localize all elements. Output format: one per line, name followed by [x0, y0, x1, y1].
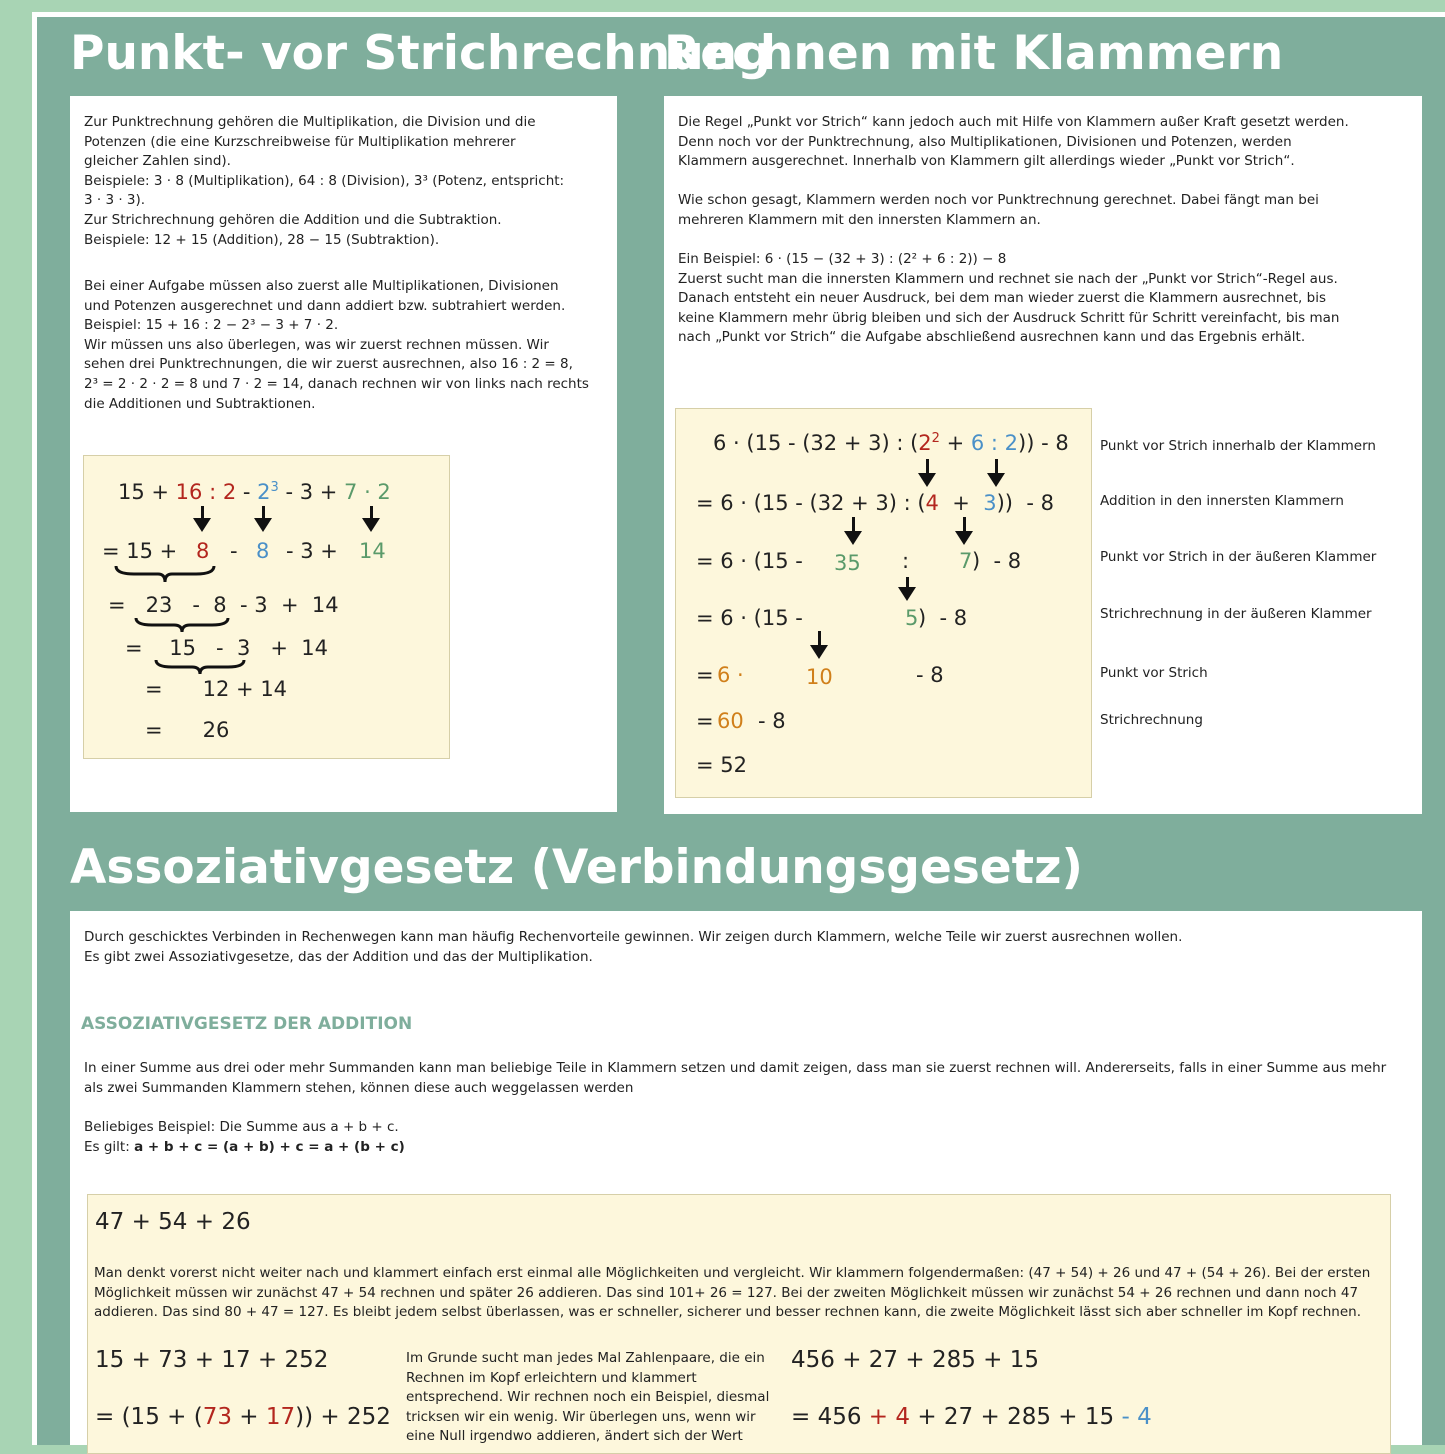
assoz-example-text: Man denkt vorerst nicht weiter nach und klammert einfach erst einmal alle Möglichkeiten und vergleicht. Wir klammern folgendermaßen: (47 + 54) + 26 und 47 + (54 + 26). Bei der ersten Möglichkeit müssen wir zunächst 47 + 54 rechnen und später 26 addieren. Das sind 101+ 26 = 127. Bei der zweiten Möglichkeit müssen wir zunächst 54 + 26 rechnen und dann noch 47 addieren. Das sind 80 + 47 = 127. Es bleibt jedem selbst überlassen, was er schneller, sicherer und besser rechnen kann, die zweite Möglichkeit lässt sich aber schneller im Kopf rechnen.: [94, 1265, 1371, 1321]
assoz-middle-text: Im Grunde sucht man jedes Mal Zahlenpaare, die ein Rechnen im Kopf erleichtern und klammert entsprechend. Wir rechnen noch ein Beispiel, diesmal tricksen wir ein wenig. Wir überlegen uns, wenn wir eine Null irgendwo addieren, ändert sich der Wert: [406, 1350, 770, 1445]
curly-brace-icon: [114, 564, 216, 584]
klammern-note-3: Punkt vor Strich in der äußeren Klammer: [1100, 549, 1377, 565]
panel-assoziativgesetz: [70, 911, 1422, 1445]
punkt-example-line-5: = 12 + 14: [145, 677, 288, 701]
klammern-value-60: 60: [717, 709, 744, 733]
title-punkt-vor-strich: Punkt- vor Strichrechnung: [70, 26, 771, 81]
klammern-note-4: Strichrechnung in der äußeren Klammer: [1100, 606, 1372, 622]
assoz-example-2-line-2: = (15 + (73 + 17)) + 252: [95, 1404, 391, 1430]
klammern-line-5-eq: =: [696, 663, 714, 687]
punkt-paragraph-1: Zur Punktrechnung gehören die Multiplikation, die Division und die Potenzen (die eine Kurzschreibweise für Multiplikation mehrerer gleicher Zahlen sind). Beispiele: 3 · 8 (Multiplikation), 64 : 8 (Division), 3³ (Potenz, entspricht: 3 · 3 · 3). Zur Strichrechnung gehören die Addition und die Subtraktion. Beispiele: 12 + 15 (Addition), 28 − 15 (Subtraktion).: [84, 114, 565, 248]
assoz-example-box: [87, 1194, 1391, 1454]
klammern-value-5: 5: [905, 606, 919, 630]
assoz-example-title: 47 + 54 + 26: [95, 1209, 251, 1235]
klammern-line-4-end: ) - 8: [918, 606, 968, 630]
title-assoziativgesetz: Assoziativgesetz (Verbindungsgesetz): [70, 840, 1083, 895]
klammern-line-5-end: - 8: [916, 663, 944, 687]
panel-rechnen-mit-klammern: [664, 96, 1422, 814]
punkt-result-14-green: 14: [359, 539, 386, 563]
klammern-example-box: [675, 408, 1092, 798]
assoz-example-3-line-1: 456 + 27 + 285 + 15: [791, 1347, 1040, 1373]
punkt-example-box: [83, 455, 450, 759]
klammern-line-3-start: = 6 · (15 -: [696, 549, 803, 573]
klammern-paragraph-2: Wie schon gesagt, Klammern werden noch vor Punktrechnung gerechnet. Dabei fängt man bei mehreren Klammern mit den innersten Klammern an.: [678, 192, 1319, 228]
punkt-example-result: = 26: [145, 718, 230, 742]
punkt-result-8-blue: 8: [256, 539, 270, 563]
klammern-note-2: Addition in den innersten Klammern: [1100, 493, 1344, 509]
curly-brace-icon: [154, 658, 246, 676]
klammern-line-6-end: - 8: [758, 709, 786, 733]
klammern-paragraph-3: Ein Beispiel: 6 · (15 − (32 + 3) : (2² + 6 : 2)) − 8 Zuerst sucht man die innersten Klammern und rechnet sie nach der „Punkt vor Strich“-Regel aus. Danach entsteht ein neuer Ausdruck, bei dem man wieder zuerst die Klammern ausrechnet, bis keine Klammern mehr übrig bleiben und sich der Ausdruck Schritt für Schritt vereinfacht, bis man nach „Punkt vor Strich“ die Aufgabe abschließend ausrechnen kann und das Ergebnis erhält.: [678, 251, 1340, 346]
assoz-paragraph-2: In einer Summe aus drei oder mehr Summanden kann man beliebige Teile in Klammern setzen und damit zeigen, dass man sie zuerst rechnen will. Andererseits, falls in einer Summe aus mehr als zwei Summanden Klammern stehen, können diese auch weggelassen werden: [84, 1060, 1387, 1096]
klammern-note-1: Punkt vor Strich innerhalb der Klammern: [1100, 438, 1376, 454]
klammern-line-6-eq: =: [696, 709, 714, 733]
punkt-minus-3-plus: - 3 +: [286, 539, 338, 563]
klammern-line-3-end: ) - 8: [972, 549, 1022, 573]
assoz-paragraph-1: Durch geschicktes Verbinden in Rechenwegen kann man häufig Rechenvorteile gewinnen. Wir zeigen durch Klammern, welche Teile wir zuerst ausrechnen wollen. Es gibt zwei Assoziativgesetze, das der Addition und das der Multiplikation.: [84, 929, 1183, 965]
punkt-result-8-red: 8: [196, 539, 210, 563]
punkt-example-line-3: = 23 - 8 - 3 + 14: [108, 593, 339, 617]
punkt-example-line-1: 15 + 16 : $2 - 2^3 - 3 + 7 \cdot 2$: [118, 480, 391, 504]
klammern-line-4-start: = 6 · (15 -: [696, 606, 803, 630]
klammern-result: = 52: [696, 753, 747, 777]
klammern-paragraph-1: Die Regel „Punkt vor Strich“ kann jedoch auch mit Hilfe von Klammern außer Kraft gesetzt werden. Denn noch vor der Punktrechnung, also Multiplikationen, Divisionen und Potenzen, werden Klammern ausgerechnet. Innerhalb von Klammern gilt allerdings wieder „Punkt vor Strich“.: [678, 114, 1349, 170]
klammern-line-2: = 6 · (15 - (32 + 3) : (4 + 3)) - 8: [696, 491, 1054, 515]
klammern-note-5: Punkt vor Strich: [1100, 665, 1208, 681]
assoz-example-3-line-2: = 456 + 4 + 27 + 285 + 15 - 4: [791, 1404, 1152, 1430]
punkt-example-line-4: = 15 - 3 + 14: [125, 636, 329, 660]
klammern-divide: :: [902, 549, 910, 573]
punkt-example-line-2: = 15 +: [102, 539, 178, 563]
klammern-value-7: 7: [959, 549, 973, 573]
curly-brace-icon: [134, 616, 230, 634]
klammern-note-6: Strichrechnung: [1100, 712, 1203, 728]
assoz-subtitle: ASSOZIATIVGESETZ DER ADDITION: [81, 1014, 413, 1034]
assoz-example-2-line-1: 15 + 73 + 17 + 252: [95, 1347, 329, 1373]
assoz-paragraph-3: Beliebiges Beispiel: Die Summe aus a + b + c. Es gilt: a + b + c = (a + b) + c = a + (b + c): [84, 1119, 405, 1155]
klammern-value-35: 35: [834, 551, 861, 575]
panel-punkt-vor-strich: [70, 96, 617, 812]
klammern-line-1: 6 · (15 - (32 + 3) : ($2^2 + 6$ : 2)) - 8: [713, 431, 1069, 455]
klammern-value-6: 6 ·: [717, 663, 744, 687]
klammern-value-10: 10: [806, 665, 833, 689]
punkt-paragraph-2: Bei einer Aufgabe müssen also zuerst alle Multiplikationen, Divisionen und Potenzen ausgerechnet und dann addiert bzw. subtrahiert werden. Beispiel: 15 + 16 : 2 − 2³ − 3 + 7 · 2. Wir müssen uns also überlegen, was wir zuerst rechnen müssen. Wir sehen drei Punktrechnungen, die wir zuerst ausrechnen, also 16 : 2 = 8, 2³ = 2 · 2 · 2 = 8 und 7 · 2 = 14, danach rechnen wir von links nach rechts die Additionen und Subtraktionen.: [84, 278, 589, 412]
punkt-minus: -: [230, 539, 238, 563]
title-rechnen-mit-klammern: Rechnen mit Klammern: [664, 26, 1284, 81]
